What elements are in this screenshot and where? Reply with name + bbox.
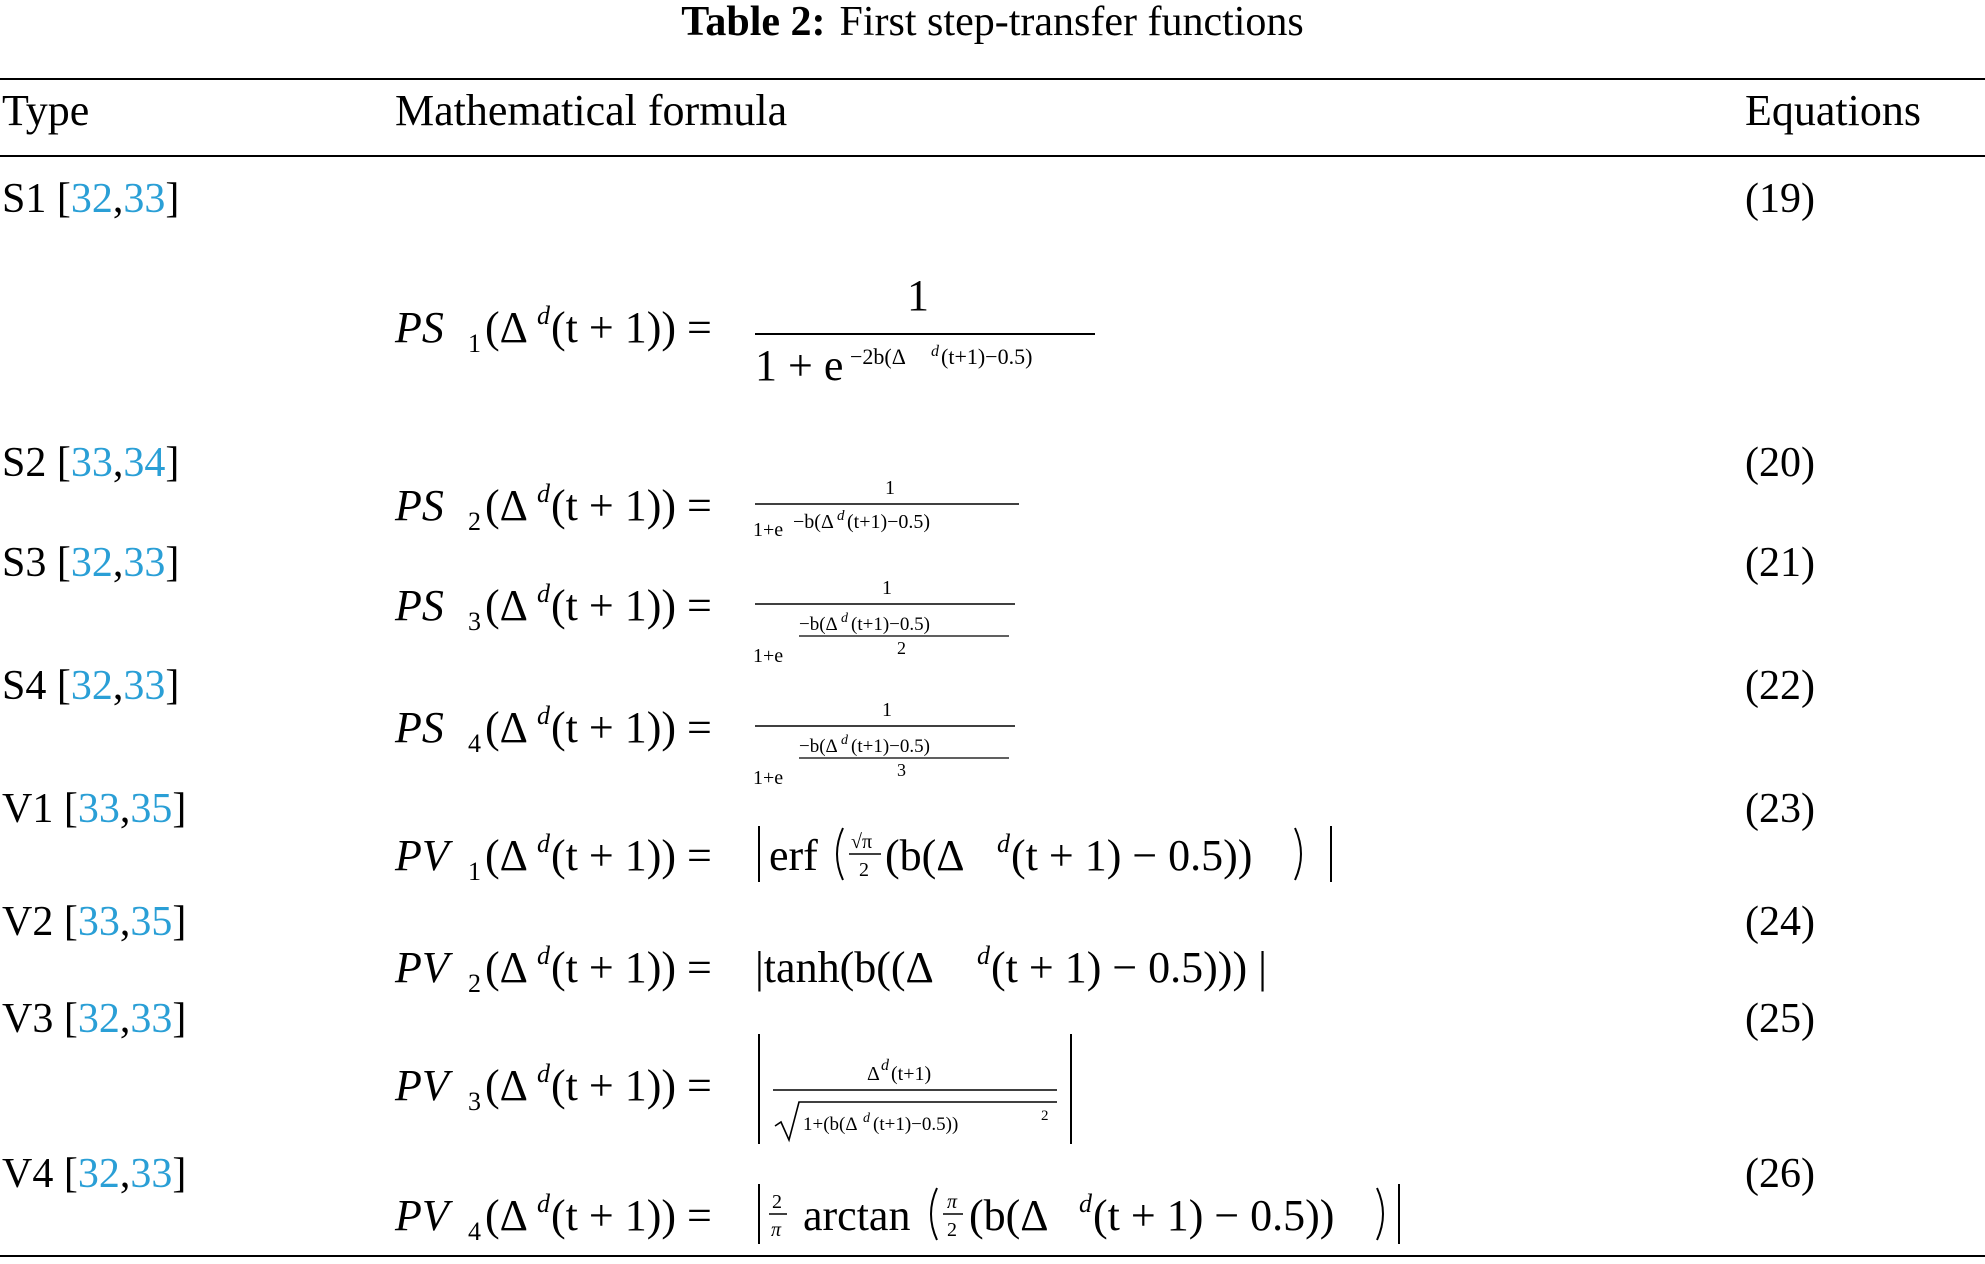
formula-v4: [395, 1178, 1415, 1254]
formula-exp-den: 2: [897, 638, 906, 658]
formula-exp-num: −b(Δ: [799, 614, 838, 635]
header-type: Type: [2, 86, 90, 135]
formula-exp: −b(Δ: [793, 511, 834, 533]
formula-lhs: PV: [395, 831, 449, 880]
formula-s4-svg: [395, 692, 1035, 789]
formula-num-sup: d: [881, 1057, 889, 1074]
ref-link[interactable]: 34: [123, 440, 166, 486]
formula-arg: (Δ: [485, 943, 528, 992]
formula-den: 1 + e: [755, 341, 844, 390]
equation-number: (26): [1745, 1151, 1815, 1197]
formula-s1-svg: [395, 270, 1115, 390]
formula-rest: (t + 1) − 0.5)): [1093, 1191, 1335, 1240]
equation-number: (20): [1745, 440, 1815, 486]
formula-lhs: PV: [395, 1061, 449, 1110]
formula-argsup: d: [537, 701, 550, 730]
ref-link[interactable]: 33: [123, 176, 166, 222]
equation-number: (25): [1745, 996, 1815, 1042]
header-formula: Mathematical formula: [395, 86, 788, 135]
formula-body: |tanh(b((Δ: [755, 943, 934, 992]
ref-link[interactable]: 32: [70, 176, 113, 222]
formula-lhs: PS: [395, 481, 444, 530]
formula-num: 1: [882, 577, 892, 599]
row-type: S3: [2, 540, 47, 586]
formula-sub: 1: [468, 857, 481, 886]
formula-s2-svg: [395, 470, 1035, 540]
formula-lhs: PS: [395, 703, 444, 752]
formula-v1-svg: [395, 818, 1355, 898]
ref-link[interactable]: 32: [77, 996, 120, 1042]
formula-den: 1+(b(Δ: [803, 1114, 858, 1135]
formula-argrest: (t + 1)) =: [551, 1061, 712, 1110]
formula-sub: 4: [468, 729, 481, 758]
equation-number: (21): [1745, 540, 1815, 586]
paren-right: [1377, 1188, 1383, 1240]
row-type: V4: [2, 1151, 54, 1197]
formula-argsup: d: [537, 1189, 550, 1218]
formula-v2: [395, 930, 1355, 1000]
table-row: V2 [33,35]: [2, 899, 187, 945]
table-row: S3 [32,33]: [2, 540, 180, 586]
formula-exp-rest: (t+1)−0.5): [851, 614, 930, 635]
formula-den: 1+e: [753, 767, 784, 789]
formula-arg: (Δ: [485, 581, 528, 630]
formula-argrest: (t + 1)) =: [551, 1191, 712, 1240]
formula-argsup: d: [537, 1059, 550, 1088]
formula-argsup: d: [537, 301, 550, 330]
formula-arg: (Δ: [485, 303, 528, 352]
formula-sub: 3: [468, 1087, 481, 1116]
table-caption: [0, 0, 1985, 44]
formula-arg: (Δ: [485, 703, 528, 752]
table-row: S2 [33,34]: [2, 440, 180, 486]
ref-link[interactable]: 33: [130, 996, 173, 1042]
ref-link[interactable]: 32: [77, 1151, 120, 1197]
formula-sub: 4: [468, 1217, 481, 1246]
row-type: S4: [2, 663, 47, 709]
header-equations: Equations: [1745, 86, 1921, 135]
formula-s2: [395, 470, 1035, 540]
formula-argrest: (t + 1)) =: [551, 703, 712, 752]
formula-lhs: PS: [395, 303, 444, 352]
formula-square: 2: [1041, 1108, 1049, 1124]
table-row: S1 [32,33]: [2, 176, 180, 222]
formula-lhs: PS: [395, 581, 444, 630]
formula-arg: (Δ: [485, 1061, 528, 1110]
formula-s3-svg: [395, 570, 1035, 667]
formula-sub: 3: [468, 607, 481, 636]
formula-exp-sup: d: [841, 733, 848, 748]
table-row: V4 [32,33]: [2, 1151, 187, 1197]
formula-argrest: (t + 1)) =: [551, 581, 712, 630]
formula-num: 1: [882, 699, 892, 721]
formula-v1: [395, 818, 1355, 898]
formula-exp-rest: (t+1)−0.5): [851, 736, 930, 757]
formula-exp-rest: (t+1)−0.5): [847, 511, 931, 533]
formula-argrest: (t + 1)) =: [551, 303, 712, 352]
formula-fn: arctan: [803, 1191, 911, 1240]
formula-v4-svg: [395, 1178, 1415, 1254]
equation-number: (24): [1745, 899, 1815, 945]
table-row: V3 [32,33]: [2, 996, 187, 1042]
formula-pi: π: [771, 1219, 782, 1241]
row-type: S1: [2, 176, 47, 222]
formula-pi: π: [947, 1191, 958, 1213]
formula-exp-sup: d: [931, 343, 939, 360]
ref-link[interactable]: 33: [70, 440, 113, 486]
header-rule: [0, 155, 1985, 157]
ref-link[interactable]: 33: [130, 1151, 173, 1197]
ref-link[interactable]: 33: [123, 663, 166, 709]
formula-exp-sup: d: [841, 611, 848, 626]
formula-sub: 2: [468, 507, 481, 536]
ref-link[interactable]: 32: [70, 540, 113, 586]
formula-fn: erf: [769, 831, 818, 880]
formula-v3: [395, 1030, 1115, 1150]
top-rule: [0, 78, 1985, 80]
formula-argrest: (t + 1)) =: [551, 831, 712, 880]
formula-sup: d: [977, 941, 990, 970]
formula-two: 2: [772, 1191, 782, 1213]
caption-label: Table 2:: [681, 0, 826, 45]
formula-v3-svg: [395, 1030, 1115, 1150]
formula-den-rest: (t+1)−0.5)): [873, 1114, 959, 1135]
formula-two: 2: [947, 1219, 957, 1241]
table-row: V1 [33,35]: [2, 786, 187, 832]
formula-arg: (Δ: [485, 1191, 528, 1240]
formula-exp-rest: (t+1)−0.5): [941, 344, 1033, 369]
formula-lhs: PV: [395, 943, 449, 992]
formula-sub: 2: [468, 969, 481, 998]
formula-sup: d: [997, 829, 1010, 858]
formula-num-rest: (t+1): [891, 1063, 932, 1085]
formula-exp-num: −b(Δ: [799, 736, 838, 757]
paren-left: [931, 1188, 937, 1240]
formula-argrest: (t + 1)) =: [551, 481, 712, 530]
equation-number: (19): [1745, 176, 1815, 222]
paren-right: [1295, 828, 1301, 880]
formula-argsup: d: [537, 941, 550, 970]
equation-number: (22): [1745, 663, 1815, 709]
formula-s1: [395, 270, 1115, 390]
formula-exp-sup: d: [837, 508, 845, 524]
ref-link[interactable]: 33: [77, 786, 120, 832]
formula-rest: (t + 1) − 0.5)): [1011, 831, 1253, 880]
row-type: V2: [2, 899, 54, 945]
formula-sup: d: [1079, 1189, 1092, 1218]
formula-two: 2: [859, 859, 869, 881]
formula-den-sup: d: [863, 1111, 870, 1126]
formula-s4: [395, 692, 1035, 789]
formula-s3: [395, 570, 1035, 667]
formula-num: 1: [885, 477, 895, 499]
row-type: V3: [2, 996, 54, 1042]
formula-den: 1+e: [753, 519, 784, 541]
ref-link[interactable]: 35: [130, 786, 173, 832]
formula-body: (b(Δ: [885, 831, 965, 880]
caption-title: First step-transfer functions: [839, 0, 1304, 45]
formula-lhs: PV: [395, 1191, 449, 1240]
formula-sub: 1: [468, 329, 481, 358]
bottom-rule: [0, 1255, 1985, 1257]
formula-exp-den: 3: [897, 760, 906, 780]
formula-argsup: d: [537, 479, 550, 508]
formula-v2-svg: [395, 930, 1355, 1000]
formula-num: Δ: [867, 1063, 880, 1085]
formula-den: 1+e: [753, 645, 784, 667]
formula-exp: −2b(Δ: [850, 344, 906, 369]
formula-num: 1: [907, 271, 929, 320]
formula-argsup: d: [537, 829, 550, 858]
formula-argrest: (t + 1)) =: [551, 943, 712, 992]
table-row: S4 [32,33]: [2, 663, 180, 709]
ref-link[interactable]: 35: [130, 899, 173, 945]
formula-arg: (Δ: [485, 481, 528, 530]
formula-argsup: d: [537, 579, 550, 608]
paren-left: [837, 828, 843, 880]
equation-number: (23): [1745, 786, 1815, 832]
row-type: S2: [2, 440, 47, 486]
formula-arg: (Δ: [485, 831, 528, 880]
ref-link[interactable]: 32: [70, 663, 113, 709]
formula-sqrtpi: √π: [851, 831, 873, 853]
ref-link[interactable]: 33: [123, 540, 166, 586]
formula-rest: (t + 1) − 0.5))) |: [991, 943, 1267, 992]
row-type: V1: [2, 786, 54, 832]
formula-body: (b(Δ: [969, 1191, 1049, 1240]
ref-link[interactable]: 33: [77, 899, 120, 945]
